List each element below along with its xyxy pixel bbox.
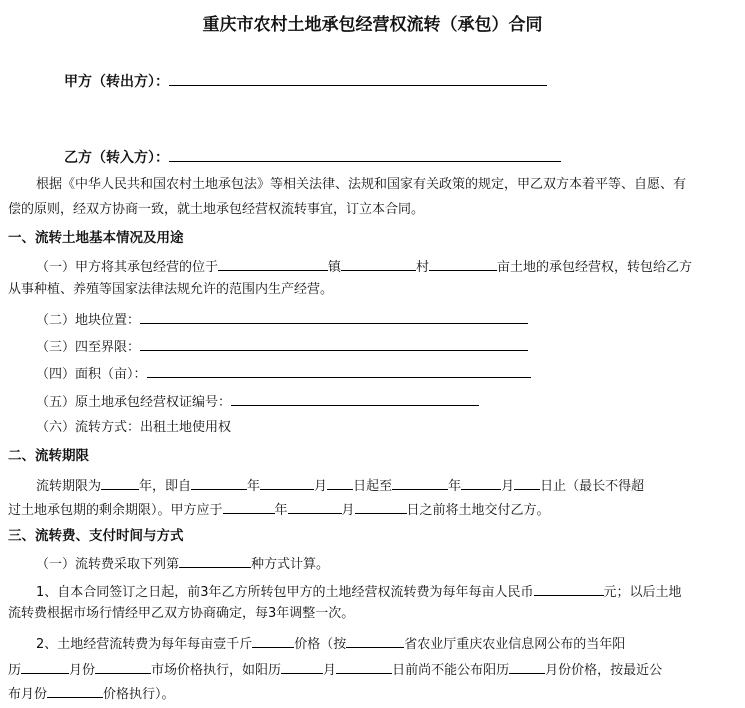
section3-item2	[36, 582, 682, 601]
area-blank[interactable]	[147, 364, 531, 378]
end-day-blank[interactable]	[514, 476, 540, 490]
section3-item2-cont: 流转费根据市场行情经甲乙双方协商确定，每3年调整一次。	[8, 606, 355, 621]
section3-item3	[36, 634, 625, 653]
term-text-e: 日起至	[353, 479, 393, 494]
preamble-line-1: 根据《中华人民共和国农村土地承包法》等相关法律、法规和国家有关政策的规定，甲乙双方本着平等、自愿、有	[36, 177, 687, 192]
recent-month-blank[interactable]	[47, 684, 103, 698]
section1-item1	[36, 257, 692, 276]
plot-location-blank[interactable]	[140, 310, 528, 324]
party-a-blank[interactable]	[169, 72, 547, 86]
section2-line1	[36, 476, 644, 495]
term-text-c: 年	[247, 479, 261, 494]
unpublished-month-blank[interactable]	[509, 660, 545, 674]
party-a-line	[64, 72, 547, 90]
grain-type-blank[interactable]	[252, 634, 294, 648]
term-text-f: 年	[448, 479, 462, 494]
recent-text-a: 布月份	[8, 687, 48, 702]
price-text-c: 市场价格执行，如阳历	[151, 663, 282, 678]
fee-method-text-a: （一）流转费采取下列第	[36, 557, 180, 572]
document-title: 重庆市农村土地承包经营权流转（承包）合同	[202, 15, 543, 35]
grain-price-text-a: 2、土地经营流转费为每年每亩壹千斤	[36, 637, 253, 652]
fee-method-blank[interactable]	[179, 554, 251, 568]
delivery-text-b: 年	[274, 503, 288, 518]
item4-label: （四）面积（亩）：	[36, 367, 147, 382]
section1-item2	[36, 310, 528, 329]
term-text-a: 流转期限为	[36, 479, 102, 494]
term-text-b: 年，即自	[139, 479, 192, 494]
certificate-number-blank[interactable]	[231, 392, 479, 406]
publish-day-blank[interactable]	[336, 660, 392, 674]
party-a-label: 甲方（转出方）：	[64, 74, 169, 90]
item1-text-b: 镇	[328, 260, 342, 275]
section1-item1-cont: 从事种植、养殖等国家法律法规允许的范围内生产经营。	[8, 282, 334, 297]
item1-text-a: （一）甲方将其承包经营的位于	[36, 260, 219, 275]
delivery-text-a: 过土地承包期的剩余期限）。甲方应于	[8, 503, 223, 518]
fee-rmb-text-b: 元；以后土地	[603, 585, 682, 600]
price-text-a: 历	[8, 663, 22, 678]
party-b-blank[interactable]	[169, 148, 561, 162]
boundaries-blank[interactable]	[140, 337, 528, 351]
fee-rmb-blank[interactable]	[534, 582, 604, 596]
section2-line2	[8, 500, 550, 519]
area-mu-blank[interactable]	[429, 257, 497, 271]
item1-text-c: 村	[416, 260, 430, 275]
province-blank[interactable]	[346, 634, 404, 648]
fee-rmb-text-a: 1、自本合同签订之日起，前3年乙方所转包甲方的土地经营权流转费为每年每亩人民币	[36, 585, 534, 600]
term-text-g: 月	[501, 479, 515, 494]
delivery-text-d: 日之前将土地交付乙方。	[406, 503, 550, 518]
preamble-line-2: 偿的原则，经双方协商一致，就土地承包经营权流转事宜，订立本合同。	[8, 202, 425, 217]
item1-text-d: 亩土地的承包经营权，转包给乙方	[497, 260, 693, 275]
delivery-text-c: 月	[341, 503, 355, 518]
section1-item5	[36, 392, 479, 411]
delivery-month-blank[interactable]	[288, 500, 342, 514]
section1-item3	[36, 337, 528, 356]
price-text-b: 月份	[69, 663, 96, 678]
start-year-blank[interactable]	[191, 476, 247, 490]
delivery-day-blank[interactable]	[355, 500, 407, 514]
delivery-year-blank[interactable]	[223, 500, 275, 514]
grain-price-text-b: 价格（按	[294, 637, 347, 652]
start-day-blank[interactable]	[327, 476, 353, 490]
publish-month-blank[interactable]	[281, 660, 323, 674]
start-month-blank[interactable]	[260, 476, 314, 490]
grain-price-text-c: 省农业厅重庆农业信息网公布的当年阳	[404, 637, 626, 652]
section2-heading: 二、流转期限	[8, 448, 89, 464]
term-text-d: 月	[314, 479, 328, 494]
price-text-d: 月	[323, 663, 337, 678]
party-b-label: 乙方（转入方）：	[64, 150, 169, 166]
party-b-line	[64, 148, 561, 166]
end-year-blank[interactable]	[392, 476, 448, 490]
term-years-blank[interactable]	[101, 476, 139, 490]
end-month-blank[interactable]	[461, 476, 501, 490]
item5-label: （五）原土地承包经营权证编号：	[36, 395, 232, 410]
section3-item1	[36, 554, 329, 573]
town-blank[interactable]	[218, 257, 328, 271]
section3-item3-cont2	[8, 684, 175, 703]
section3-heading: 三、流转费、支付时间与方式	[8, 528, 184, 544]
price-text-e: 日前尚不能公布阳历	[392, 663, 510, 678]
price-month2-blank[interactable]	[95, 660, 151, 674]
item2-label: （二）地块位置：	[36, 313, 141, 328]
section3-item3-cont	[8, 660, 662, 679]
recent-text-b: 价格执行）。	[103, 687, 175, 702]
section1-item6: （六）流转方式：出租土地使用权	[36, 420, 232, 435]
item3-label: （三）四至界限：	[36, 340, 141, 355]
village-blank[interactable]	[341, 257, 416, 271]
price-text-f: 月份价格，按最近公	[545, 663, 663, 678]
price-month-blank[interactable]	[21, 660, 69, 674]
section1-heading: 一、流转土地基本情况及用途	[8, 230, 184, 246]
section1-item4	[36, 364, 531, 383]
term-text-h: 日止（最长不得超	[540, 479, 645, 494]
fee-method-text-b: 种方式计算。	[251, 557, 330, 572]
